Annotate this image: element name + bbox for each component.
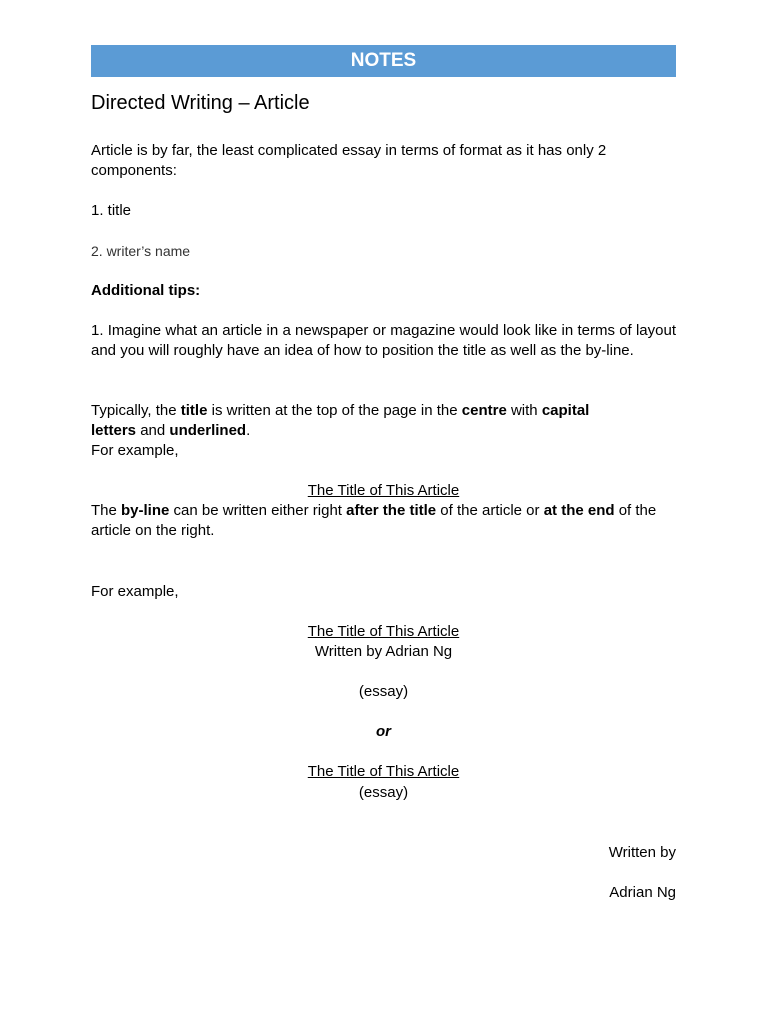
for-example-label-1: For example, bbox=[91, 442, 179, 459]
written-by-label: Written by bbox=[608, 844, 676, 861]
example-title-3 bbox=[91, 762, 676, 782]
emphasis-by-line: by-line bbox=[121, 502, 170, 519]
text-run: of the article or bbox=[436, 502, 544, 519]
text-run: The bbox=[91, 502, 122, 519]
text-run: and bbox=[136, 422, 170, 439]
author-name: Adrian Ng bbox=[609, 884, 676, 901]
intro-paragraph: Article is by far, the least complicated essay in terms of format as it has only 2 components: bbox=[91, 142, 607, 179]
example-essay-2: (essay) bbox=[358, 784, 409, 801]
emphasis-centre: centre bbox=[461, 402, 507, 419]
title-rules-paragraph bbox=[91, 401, 621, 441]
notes-banner bbox=[91, 45, 676, 77]
text-run: can be written either right bbox=[169, 502, 347, 519]
emphasis-underlined: underlined bbox=[169, 422, 247, 439]
tips-heading: Additional tips: bbox=[91, 282, 201, 299]
emphasis-after-the-title: after the title bbox=[346, 502, 437, 519]
emphasis-at-the-end: at the end bbox=[543, 502, 615, 519]
example-title-2 bbox=[91, 622, 676, 642]
byline-rules-paragraph bbox=[91, 501, 676, 541]
text-run: Typically, the bbox=[91, 402, 181, 419]
text-run: is written at the top of the page in the bbox=[207, 402, 462, 419]
notes-banner-label: NOTES bbox=[350, 50, 417, 71]
example-title-1 bbox=[91, 481, 676, 501]
tip-paragraph-1: 1. Imagine what an article in a newspaper or magazine would look like in terms of layout and you will roughly have an idea of how to position the title as well as the by-line. bbox=[91, 322, 676, 359]
or-separator: or bbox=[376, 723, 391, 740]
component-item-title: 1. title bbox=[91, 202, 132, 219]
example-title-text: The Title of This Article bbox=[307, 763, 460, 780]
text-run: with bbox=[506, 402, 542, 419]
example-byline: Written by Adrian Ng bbox=[314, 643, 453, 660]
emphasis-title: title bbox=[180, 402, 208, 419]
example-title-text: The Title of This Article bbox=[307, 623, 460, 640]
example-essay-1: (essay) bbox=[358, 683, 409, 700]
component-item-writer-name: 2. writer’s name bbox=[91, 243, 191, 259]
emphasis-capital-letters: capital letters bbox=[91, 402, 590, 439]
example-title-text: The Title of This Article bbox=[307, 482, 460, 499]
page-title: Directed Writing – Article bbox=[91, 92, 310, 114]
text-run: . bbox=[246, 422, 251, 439]
text-run: of the article on the right. bbox=[91, 502, 657, 539]
for-example-label-2: For example, bbox=[91, 583, 179, 600]
